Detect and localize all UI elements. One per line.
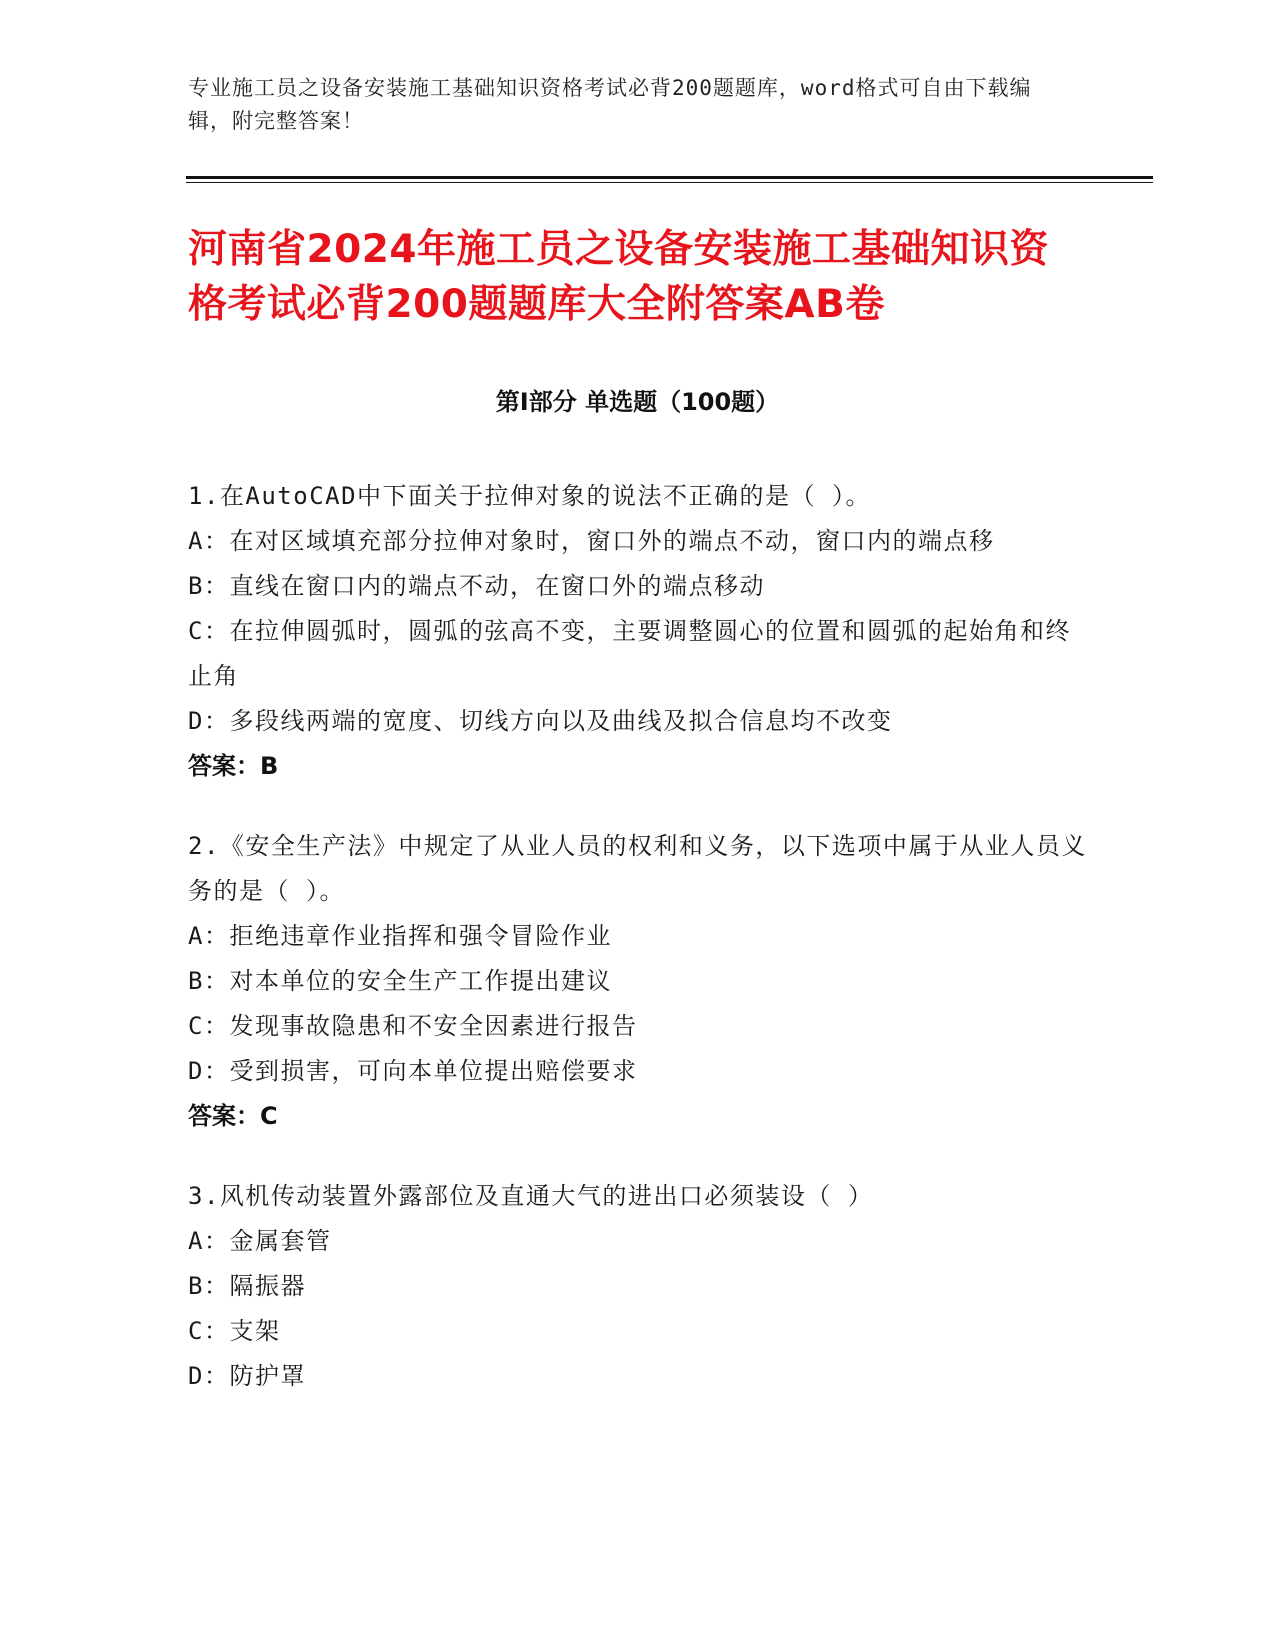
option-c: C：发现事故隐患和不安全因素进行报告 xyxy=(188,1012,638,1040)
header-divider-thick xyxy=(186,176,1153,179)
option-a: A：在对区域填充部分拉伸对象时，窗口外的端点不动，窗口内的端点移 xyxy=(188,527,995,555)
section-title: 第I部分 单选题（100题） xyxy=(495,388,780,416)
document-title: 河南省2024年施工员之设备安装施工基础知识资格考试必背200题题库大全附答案AB卷 xyxy=(188,227,1050,327)
option-a: A：金属套管 xyxy=(188,1227,332,1255)
header-note: 专业施工员之设备安装施工基础知识资格考试必背200题题库，word格式可自由下载编辑，附完整答案！ xyxy=(188,76,1032,133)
option-d: D：防护罩 xyxy=(188,1362,306,1390)
option-b: B：隔振器 xyxy=(188,1272,306,1300)
question-2 xyxy=(188,824,1088,1139)
question-3 xyxy=(188,1174,1088,1399)
option-a: A：拒绝违章作业指挥和强令冒险作业 xyxy=(188,922,612,950)
option-c: C：在拉伸圆弧时，圆弧的弦高不变，主要调整圆心的位置和圆弧的起始角和终止角 xyxy=(188,617,1071,690)
option-b: B：直线在窗口内的端点不动，在窗口外的端点移动 xyxy=(188,572,765,600)
option-d: D：多段线两端的宽度、切线方向以及曲线及拟合信息均不改变 xyxy=(188,707,893,735)
question-list xyxy=(188,474,1088,1434)
question-stem: 3.风机传动装置外露部位及直通大气的进出口必须装设（ ） xyxy=(188,1182,874,1210)
question-stem: 1.在AutoCAD中下面关于拉伸对象的说法不正确的是（ ）。 xyxy=(188,482,871,510)
option-b: B：对本单位的安全生产工作提出建议 xyxy=(188,967,612,995)
question-stem: 2.《安全生产法》中规定了从业人员的权利和义务，以下选项中属于从业人员义务的是（ ）。 xyxy=(188,832,1087,905)
header-divider-thin xyxy=(186,182,1153,183)
option-c: C：支架 xyxy=(188,1317,281,1345)
option-d: D：受到损害，可向本单位提出赔偿要求 xyxy=(188,1057,638,1085)
answer-label: 答案：C xyxy=(188,1102,278,1130)
answer-label: 答案：B xyxy=(188,752,279,780)
question-1 xyxy=(188,474,1088,789)
